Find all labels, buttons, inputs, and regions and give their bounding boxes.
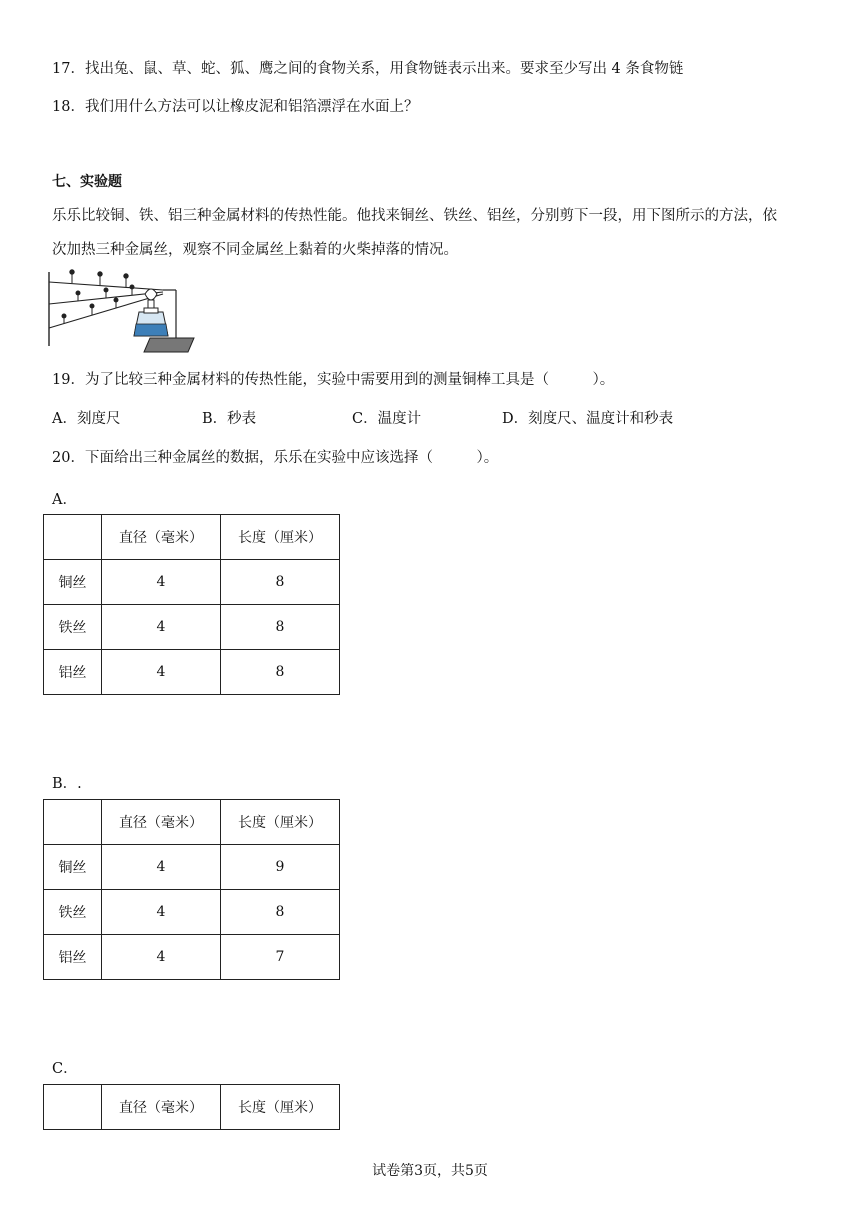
table-header-row <box>44 515 340 560</box>
table-header-cell <box>44 800 102 845</box>
table-header-cell: 长度（厘米） <box>221 800 340 845</box>
table-cell: 铁丝 <box>44 605 102 650</box>
table-row <box>44 560 340 605</box>
table-header-row <box>44 800 340 845</box>
q20-table-c <box>43 1084 340 1130</box>
table-cell: 铜丝 <box>44 845 102 890</box>
table-cell: 8 <box>221 650 340 695</box>
table-row <box>44 845 340 890</box>
table-header-cell <box>44 515 102 560</box>
table-cell: 4 <box>102 845 221 890</box>
question-20: 20．下面给出三种金属丝的数据，乐乐在实验中应该选择（ ）。 <box>52 450 499 466</box>
heat-conduction-apparatus-figure <box>48 266 198 356</box>
table-header-cell: 直径（毫米） <box>102 1085 221 1130</box>
q20-table-b <box>43 799 340 980</box>
q20-option-c-label[interactable]: C． <box>52 1061 78 1077</box>
table-header-cell <box>44 1085 102 1130</box>
q20-option-a-label[interactable]: A． <box>52 492 77 508</box>
q19-option-d[interactable]: D．刻度尺、温度计和秒表 <box>502 411 674 427</box>
q19-option-a[interactable]: A．刻度尺 <box>52 411 121 427</box>
table-header-cell: 长度（厘米） <box>221 515 340 560</box>
q19-option-c[interactable]: C．温度计 <box>352 411 422 427</box>
question-19: 19．为了比较三种金属材料的传热性能，实验中需要用到的测量铜棒工具是（ ）。 <box>52 372 615 388</box>
q20-table-a <box>43 514 340 695</box>
table-header-cell: 直径（毫米） <box>102 515 221 560</box>
table-header-cell: 长度（厘米） <box>221 1085 340 1130</box>
table-row <box>44 890 340 935</box>
section-heading-experiment: 七、实验题 <box>52 174 122 190</box>
experiment-intro-line-1: 乐乐比较铜、铁、铝三种金属材料的传热性能。他找来铜丝、铁丝、铝丝，分别剪下一段，用下图所示的方法，依 <box>52 208 777 224</box>
table-cell: 铁丝 <box>44 890 102 935</box>
table-cell: 8 <box>221 560 340 605</box>
table-cell: 9 <box>221 845 340 890</box>
table-cell: 8 <box>221 605 340 650</box>
table-cell: 铝丝 <box>44 935 102 980</box>
table-row <box>44 605 340 650</box>
question-18: 18．我们用什么方法可以让橡皮泥和铝箔漂浮在水面上？ <box>52 99 419 115</box>
table-cell: 8 <box>221 890 340 935</box>
table-header-row <box>44 1085 340 1130</box>
table-cell: 4 <box>102 890 221 935</box>
table-header-cell: 直径（毫米） <box>102 800 221 845</box>
page-footer: 试卷第3页，共5页 <box>372 1163 488 1179</box>
q20-option-b-label[interactable]: B．. <box>52 776 82 792</box>
table-row <box>44 935 340 980</box>
table-cell: 4 <box>102 605 221 650</box>
table-cell: 4 <box>102 935 221 980</box>
experiment-intro-line-2: 次加热三种金属丝，观察不同金属丝上黏着的火柴掉落的情况。 <box>52 242 458 258</box>
table-cell: 铝丝 <box>44 650 102 695</box>
table-cell: 铜丝 <box>44 560 102 605</box>
question-17: 17．找出兔、鼠、草、蛇、狐、鹰之间的食物关系，用食物链表示出来。要求至少写出 4 条食物链 <box>52 61 684 77</box>
table-cell: 7 <box>221 935 340 980</box>
table-row <box>44 650 340 695</box>
table-cell: 4 <box>102 560 221 605</box>
q19-option-b[interactable]: B．秒表 <box>202 411 257 427</box>
table-cell: 4 <box>102 650 221 695</box>
